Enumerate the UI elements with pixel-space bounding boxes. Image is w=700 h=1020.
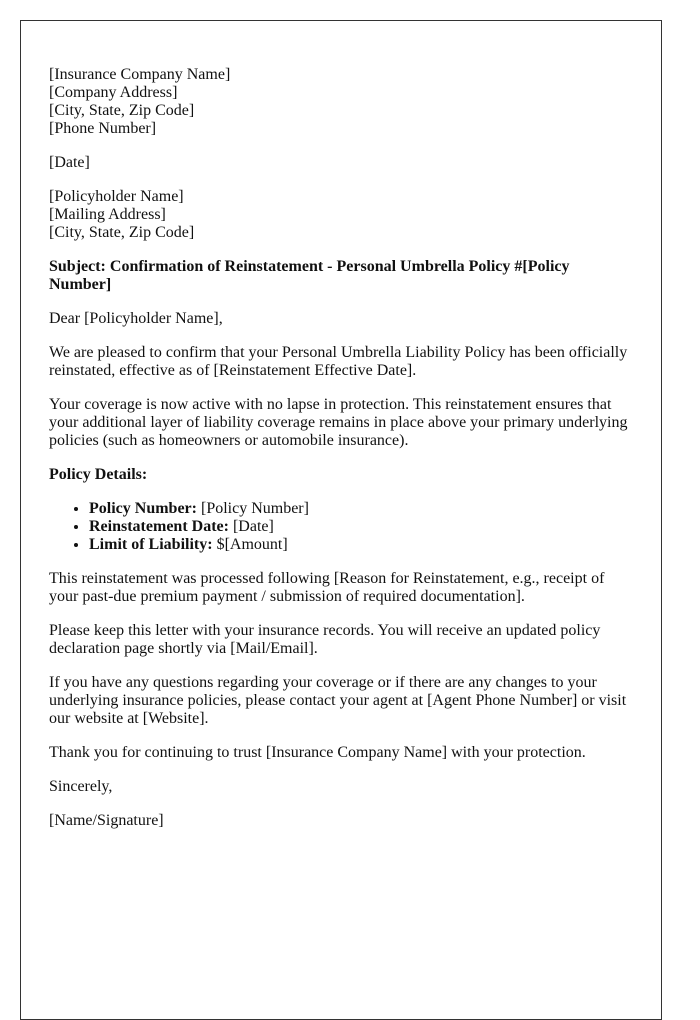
paragraph-questions: If you have any questions regarding your coverage or if there are any changes to your underlying insurance policies, please contact your agent at [Agent Phone Number] or visit our website at [Website]. [49,674,627,727]
letter-page [20,20,662,1020]
policy-details-list [49,500,633,554]
recipient-address: [Mailing Address] [49,206,166,223]
paragraph-reason: This reinstatement was processed following [Reason for Reinstatement, e.g., receipt of your past-due premium payment / submission of required documentation]. [49,570,605,605]
policy-detail-item [89,518,633,536]
signature: [Name/Signature] [49,812,164,829]
policy-detail-label: Limit of Liability: [89,536,213,553]
closing: Sincerely, [49,778,113,795]
paragraph-thanks: Thank you for continuing to trust [Insurance Company Name] with your protection. [49,744,586,761]
policy-detail-label: Policy Number: [89,500,197,517]
document-viewport [20,20,662,829]
policy-detail-value: $[Amount] [212,536,288,553]
policy-detail-label: Reinstatement Date: [89,518,229,535]
sender-phone: [Phone Number] [49,120,157,137]
policy-detail-item [89,500,633,518]
paragraph-confirmation: We are pleased to confirm that your Personal Umbrella Liability Policy has been officially reinstated, effective as of [Reinstatement Effective Date]. [49,344,628,379]
paragraph-coverage: Your coverage is now active with no lapse in protection. This reinstatement ensures that your additional layer of liability coverage remains in place above your primary underlying policies (such as homeowners or automobile insurance). [49,396,628,449]
recipient-city-state-zip: [City, State, Zip Code] [49,224,195,241]
sender-city-state-zip: [City, State, Zip Code] [49,102,195,119]
policy-details-heading: Policy Details: [49,466,148,483]
policy-detail-value: [Policy Number] [196,500,309,517]
policy-detail-value: [Date] [228,518,274,535]
sender-company-name: [Insurance Company Name] [49,66,231,83]
policy-detail-item [89,536,633,554]
sender-address: [Company Address] [49,84,178,101]
recipient-name: [Policyholder Name] [49,188,184,205]
paragraph-records: Please keep this letter with your insurance records. You will receive an updated policy declaration page shortly via [Mail/Email]. [49,622,601,657]
subject-line: Subject: Confirmation of Reinstatement - Personal Umbrella Policy #[Policy Number] [49,258,570,293]
letter-date: [Date] [49,154,90,171]
salutation: Dear [Policyholder Name], [49,310,223,327]
